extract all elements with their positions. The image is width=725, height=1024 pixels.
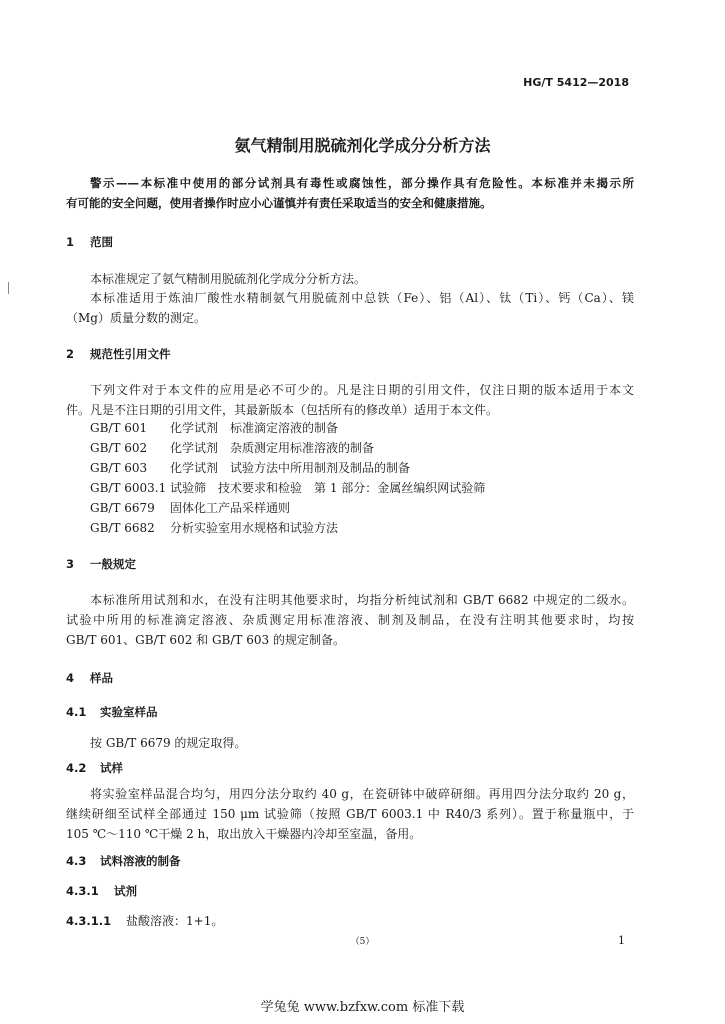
reference-item bbox=[90, 499, 290, 516]
watermark-text: 学兔兔 www.bzfxw.com 标准下载 bbox=[260, 1000, 465, 1015]
section-number: 4.3 bbox=[66, 854, 87, 868]
margin-mark bbox=[8, 282, 9, 294]
section-4-heading bbox=[66, 670, 113, 686]
section-4-2-heading bbox=[66, 760, 123, 776]
section-number: 4.1 bbox=[66, 705, 87, 719]
section-number: 3 bbox=[66, 557, 75, 571]
section-4-2-line-1: 将实验室样品混合均匀，用四分法分取约 40 g，在瓷研钵中破碎研细。再用四分法分取约 20 g， bbox=[90, 787, 634, 801]
section-1-para-2-line-1: 本标准适用于炼油厂酸性水精制氨气用脱硫剂中总铁（Fe）、铝（Al）、钛（Ti）、钙（Ca）、镁 bbox=[90, 291, 634, 305]
section-4-2-line-3: 105 ℃～110 ℃干燥 2 h，取出放入干燥器内冷却至室温，备用。 bbox=[66, 827, 422, 841]
reference-code: GB/T 601 bbox=[90, 421, 148, 435]
warning-line-1: 警示——本标准中使用的部分试剂具有毒性或腐蚀性，部分操作具有危险性。本标准并未揭示所 bbox=[90, 176, 634, 190]
page-number: 1 bbox=[618, 934, 625, 947]
warning-notice bbox=[66, 173, 634, 213]
section-4-1-heading bbox=[66, 704, 158, 720]
reference-title: 化学试剂 试验方法中所用制剂及制品的制备 bbox=[170, 461, 411, 475]
reference-item bbox=[90, 419, 338, 436]
standard-code: HG/T 5412—2018 bbox=[523, 76, 629, 89]
section-4-1-text: 按 GB/T 6679 的规定取得。 bbox=[90, 736, 247, 750]
reference-item bbox=[90, 519, 338, 536]
section-number: 2 bbox=[66, 347, 75, 361]
section-title: 规范性引用文件 bbox=[90, 347, 171, 361]
reference-title: 化学试剂 杂质测定用标准溶液的制备 bbox=[170, 441, 375, 455]
section-3-line-1: 本标准所用试剂和水，在没有注明其他要求时，均指分析纯试剂和 GB/T 6682 中规定的二级水。 bbox=[90, 593, 634, 607]
section-number: 4.2 bbox=[66, 761, 87, 775]
reference-code: GB/T 6682 bbox=[90, 521, 155, 535]
reference-title: 试验筛 技术要求和检验 第 1 部分：金属丝编织网试验筛 bbox=[170, 481, 486, 495]
section-title: 范围 bbox=[90, 235, 113, 249]
document-title: 氨气精制用脱硫剂化学成分分析方法 bbox=[234, 136, 491, 155]
section-3-body bbox=[66, 590, 634, 650]
section-1-para-2-line-2: （Mg）质量分数的测定。 bbox=[66, 311, 206, 325]
section-3-line-3: GB/T 601、GB/T 602 和 GB/T 603 的规定制备。 bbox=[66, 633, 345, 647]
section-4-3-1-1-item bbox=[66, 912, 223, 929]
section-1-para-1: 本标准规定了氨气精制用脱硫剂化学成分分析方法。 bbox=[90, 272, 367, 286]
section-2-intro-line-2: 件。凡是不注日期的引用文件，其最新版本（包括所有的修改单）适用于本文件。 bbox=[66, 403, 499, 417]
reference-code: GB/T 6003.1 bbox=[90, 481, 167, 495]
reference-code: GB/T 6679 bbox=[90, 501, 155, 515]
section-3-heading bbox=[66, 556, 136, 572]
section-title: 试样 bbox=[100, 761, 123, 775]
section-number: 4.3.1.1 bbox=[66, 914, 112, 928]
section-4-3-1-heading bbox=[66, 883, 137, 899]
section-3-line-2: 试验中所用的标准滴定溶液、杂质测定用标准溶液、制剂及制品，在没有注明其他要求时，均按 bbox=[66, 613, 634, 627]
reference-code: GB/T 602 bbox=[90, 441, 148, 455]
section-1-heading bbox=[66, 234, 113, 250]
reference-item bbox=[90, 459, 410, 476]
section-2-heading bbox=[66, 346, 171, 362]
section-4-3-heading bbox=[66, 853, 181, 869]
section-4-2-body bbox=[66, 784, 634, 844]
section-number: 1 bbox=[66, 235, 75, 249]
section-number: 4.3.1 bbox=[66, 884, 99, 898]
section-2-intro-line-1: 下列文件对于本文件的应用是必不可少的。凡是注日期的引用文件，仅注日期的版本适用于本文 bbox=[90, 383, 634, 397]
warning-line-2: 有可能的安全问题，使用者操作时应小心谨慎并有责任采取适当的安全和健康措施。 bbox=[66, 196, 492, 210]
section-2-intro bbox=[66, 380, 634, 420]
item-text: 盐酸溶液：1+1。 bbox=[126, 914, 224, 928]
section-title: 试料溶液的制备 bbox=[100, 854, 181, 868]
footer-sequence: （5） bbox=[350, 937, 375, 947]
section-title: 试剂 bbox=[114, 884, 137, 898]
section-title: 一般规定 bbox=[90, 557, 136, 571]
section-1-para-2 bbox=[66, 288, 634, 328]
reference-title: 固体化工产品采样通则 bbox=[170, 501, 291, 515]
section-4-2-line-2: 继续研细至试样全部通过 150 μm 试验筛（按照 GB/T 6003.1 中 R40/3 系列）。置于称量瓶中，于 bbox=[66, 807, 634, 821]
section-number: 4 bbox=[66, 671, 75, 685]
section-title: 样品 bbox=[90, 671, 113, 685]
reference-title: 化学试剂 标准滴定溶液的制备 bbox=[170, 421, 339, 435]
section-title: 实验室样品 bbox=[100, 705, 158, 719]
reference-item bbox=[90, 479, 485, 496]
reference-title: 分析实验室用水规格和试验方法 bbox=[170, 521, 339, 535]
reference-item bbox=[90, 439, 374, 456]
reference-code: GB/T 603 bbox=[90, 461, 148, 475]
